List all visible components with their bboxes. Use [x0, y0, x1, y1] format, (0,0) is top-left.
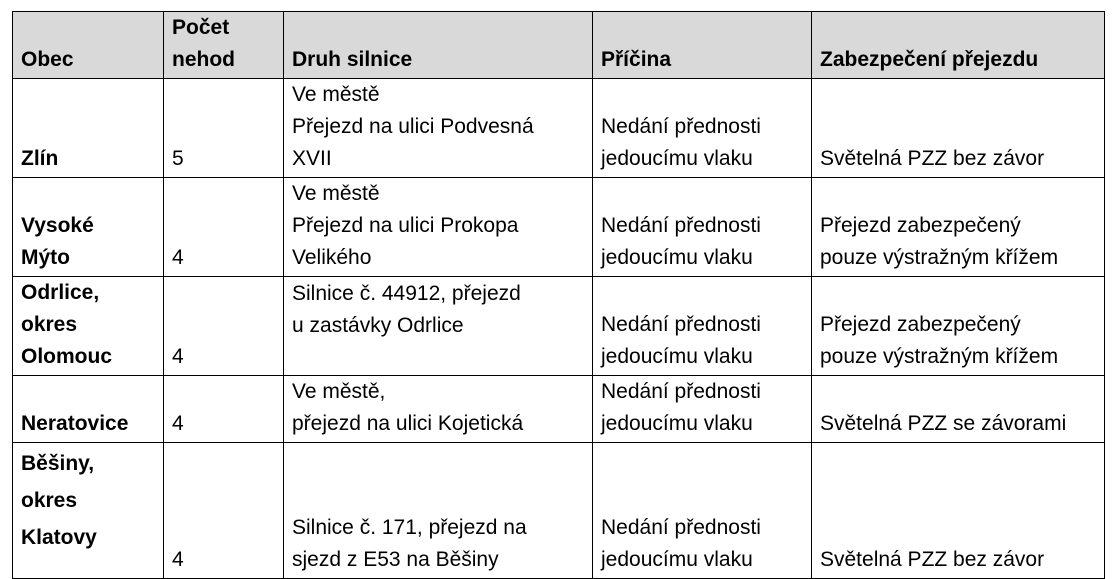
cell-line: okres	[21, 489, 78, 512]
cell-line: Běšiny,	[21, 452, 95, 475]
table-row	[13, 443, 1105, 579]
cell-zabezpeceni	[812, 443, 1105, 579]
cell-pocet: 4	[164, 178, 284, 277]
cell-line: jedoucímu vlaku	[601, 147, 753, 170]
cell-line: jedoucímu vlaku	[601, 345, 753, 368]
header-pocet-line: nehod	[172, 48, 235, 71]
cell-druh	[284, 277, 593, 376]
cell-line: Nedání přednosti	[601, 313, 761, 336]
header-pricina: Příčina	[593, 12, 812, 79]
cell-line: Nedání přednosti	[601, 115, 761, 138]
cell-line: Ve městě	[292, 83, 380, 106]
cell-line: Nedání přednosti	[601, 516, 761, 539]
cell-zabezpeceni	[812, 277, 1105, 376]
cell-line: Ve městě,	[292, 380, 386, 403]
cell-zabezpeceni	[812, 178, 1105, 277]
cell-druh	[284, 376, 593, 443]
cell-pocet: 4	[164, 376, 284, 443]
cell-obec	[13, 376, 164, 443]
cell-line: XVII	[292, 147, 332, 170]
cell-line: Nedání přednosti	[601, 214, 761, 237]
header-zabezpeceni: Zabezpečení přejezdu	[812, 12, 1105, 79]
cell-druh	[284, 178, 593, 277]
cell-line: Přejezd na ulici Prokopa	[292, 214, 519, 237]
cell-zabezpeceni	[812, 376, 1105, 443]
cell-druh	[284, 443, 593, 579]
cell-obec	[13, 178, 164, 277]
cell-line: okres	[21, 313, 78, 336]
table-row	[13, 277, 1105, 376]
header-druh-silnice: Druh silnice	[284, 12, 593, 79]
header-pocet-line: Počet	[172, 16, 230, 39]
cell-line: přejezd na ulici Kojetická	[292, 412, 524, 435]
cell-line: u zastávky Odrlice	[292, 314, 464, 337]
cell-line: Olomouc	[21, 345, 113, 368]
cell-zabezpeceni	[812, 79, 1105, 178]
cell-druh	[284, 79, 593, 178]
cell-line: Přejezd zabezpečený	[820, 313, 1021, 336]
cell-line: Nedání přednosti	[601, 380, 761, 403]
cell-obec	[13, 443, 164, 579]
cell-line: Přejezd na ulici Podvesná	[292, 115, 534, 138]
cell-pocet: 4	[164, 277, 284, 376]
header-row	[13, 12, 1105, 79]
cell-line: Velikého	[292, 246, 372, 269]
cell-line: Zlín	[21, 147, 59, 170]
cell-pricina	[593, 376, 812, 443]
cell-obec	[13, 277, 164, 376]
cell-pricina	[593, 277, 812, 376]
cell-line: Silnice č. 44912, přejezd	[292, 282, 521, 305]
cell-line: sjezd z E53 na Běšiny	[292, 548, 499, 571]
cell-line: Odrlice,	[21, 281, 100, 304]
cell-line: Světelná PZZ bez závor	[820, 548, 1045, 571]
cell-line: Silnice č. 171, přejezd na	[292, 516, 527, 539]
table-row	[13, 178, 1105, 277]
table-row	[13, 376, 1105, 443]
header-obec: Obec	[13, 12, 164, 79]
cell-line: Neratovice	[21, 412, 129, 435]
accidents-table	[12, 11, 1105, 579]
cell-obec	[13, 79, 164, 178]
cell-line: Vysoké	[21, 214, 94, 237]
cell-line: jedoucímu vlaku	[601, 246, 753, 269]
cell-pocet: 4	[164, 443, 284, 579]
header-pocet-nehod	[164, 12, 284, 79]
cell-line: pouze výstražným křížem	[820, 246, 1059, 269]
cell-line: Světelná PZZ se závorami	[820, 412, 1067, 435]
cell-line: Světelná PZZ bez závor	[820, 147, 1045, 170]
cell-pricina	[593, 178, 812, 277]
cell-line: Klatovy	[21, 526, 97, 549]
cell-line: Mýto	[21, 246, 70, 269]
cell-pricina	[593, 79, 812, 178]
cell-pocet: 5	[164, 79, 284, 178]
cell-line: Ve městě	[292, 182, 380, 205]
cell-pricina	[593, 443, 812, 579]
cell-line: jedoucímu vlaku	[601, 412, 753, 435]
table-row	[13, 79, 1105, 178]
cell-line: jedoucímu vlaku	[601, 548, 753, 571]
cell-line: pouze výstražným křížem	[820, 345, 1059, 368]
cell-line: Přejezd zabezpečený	[820, 214, 1021, 237]
